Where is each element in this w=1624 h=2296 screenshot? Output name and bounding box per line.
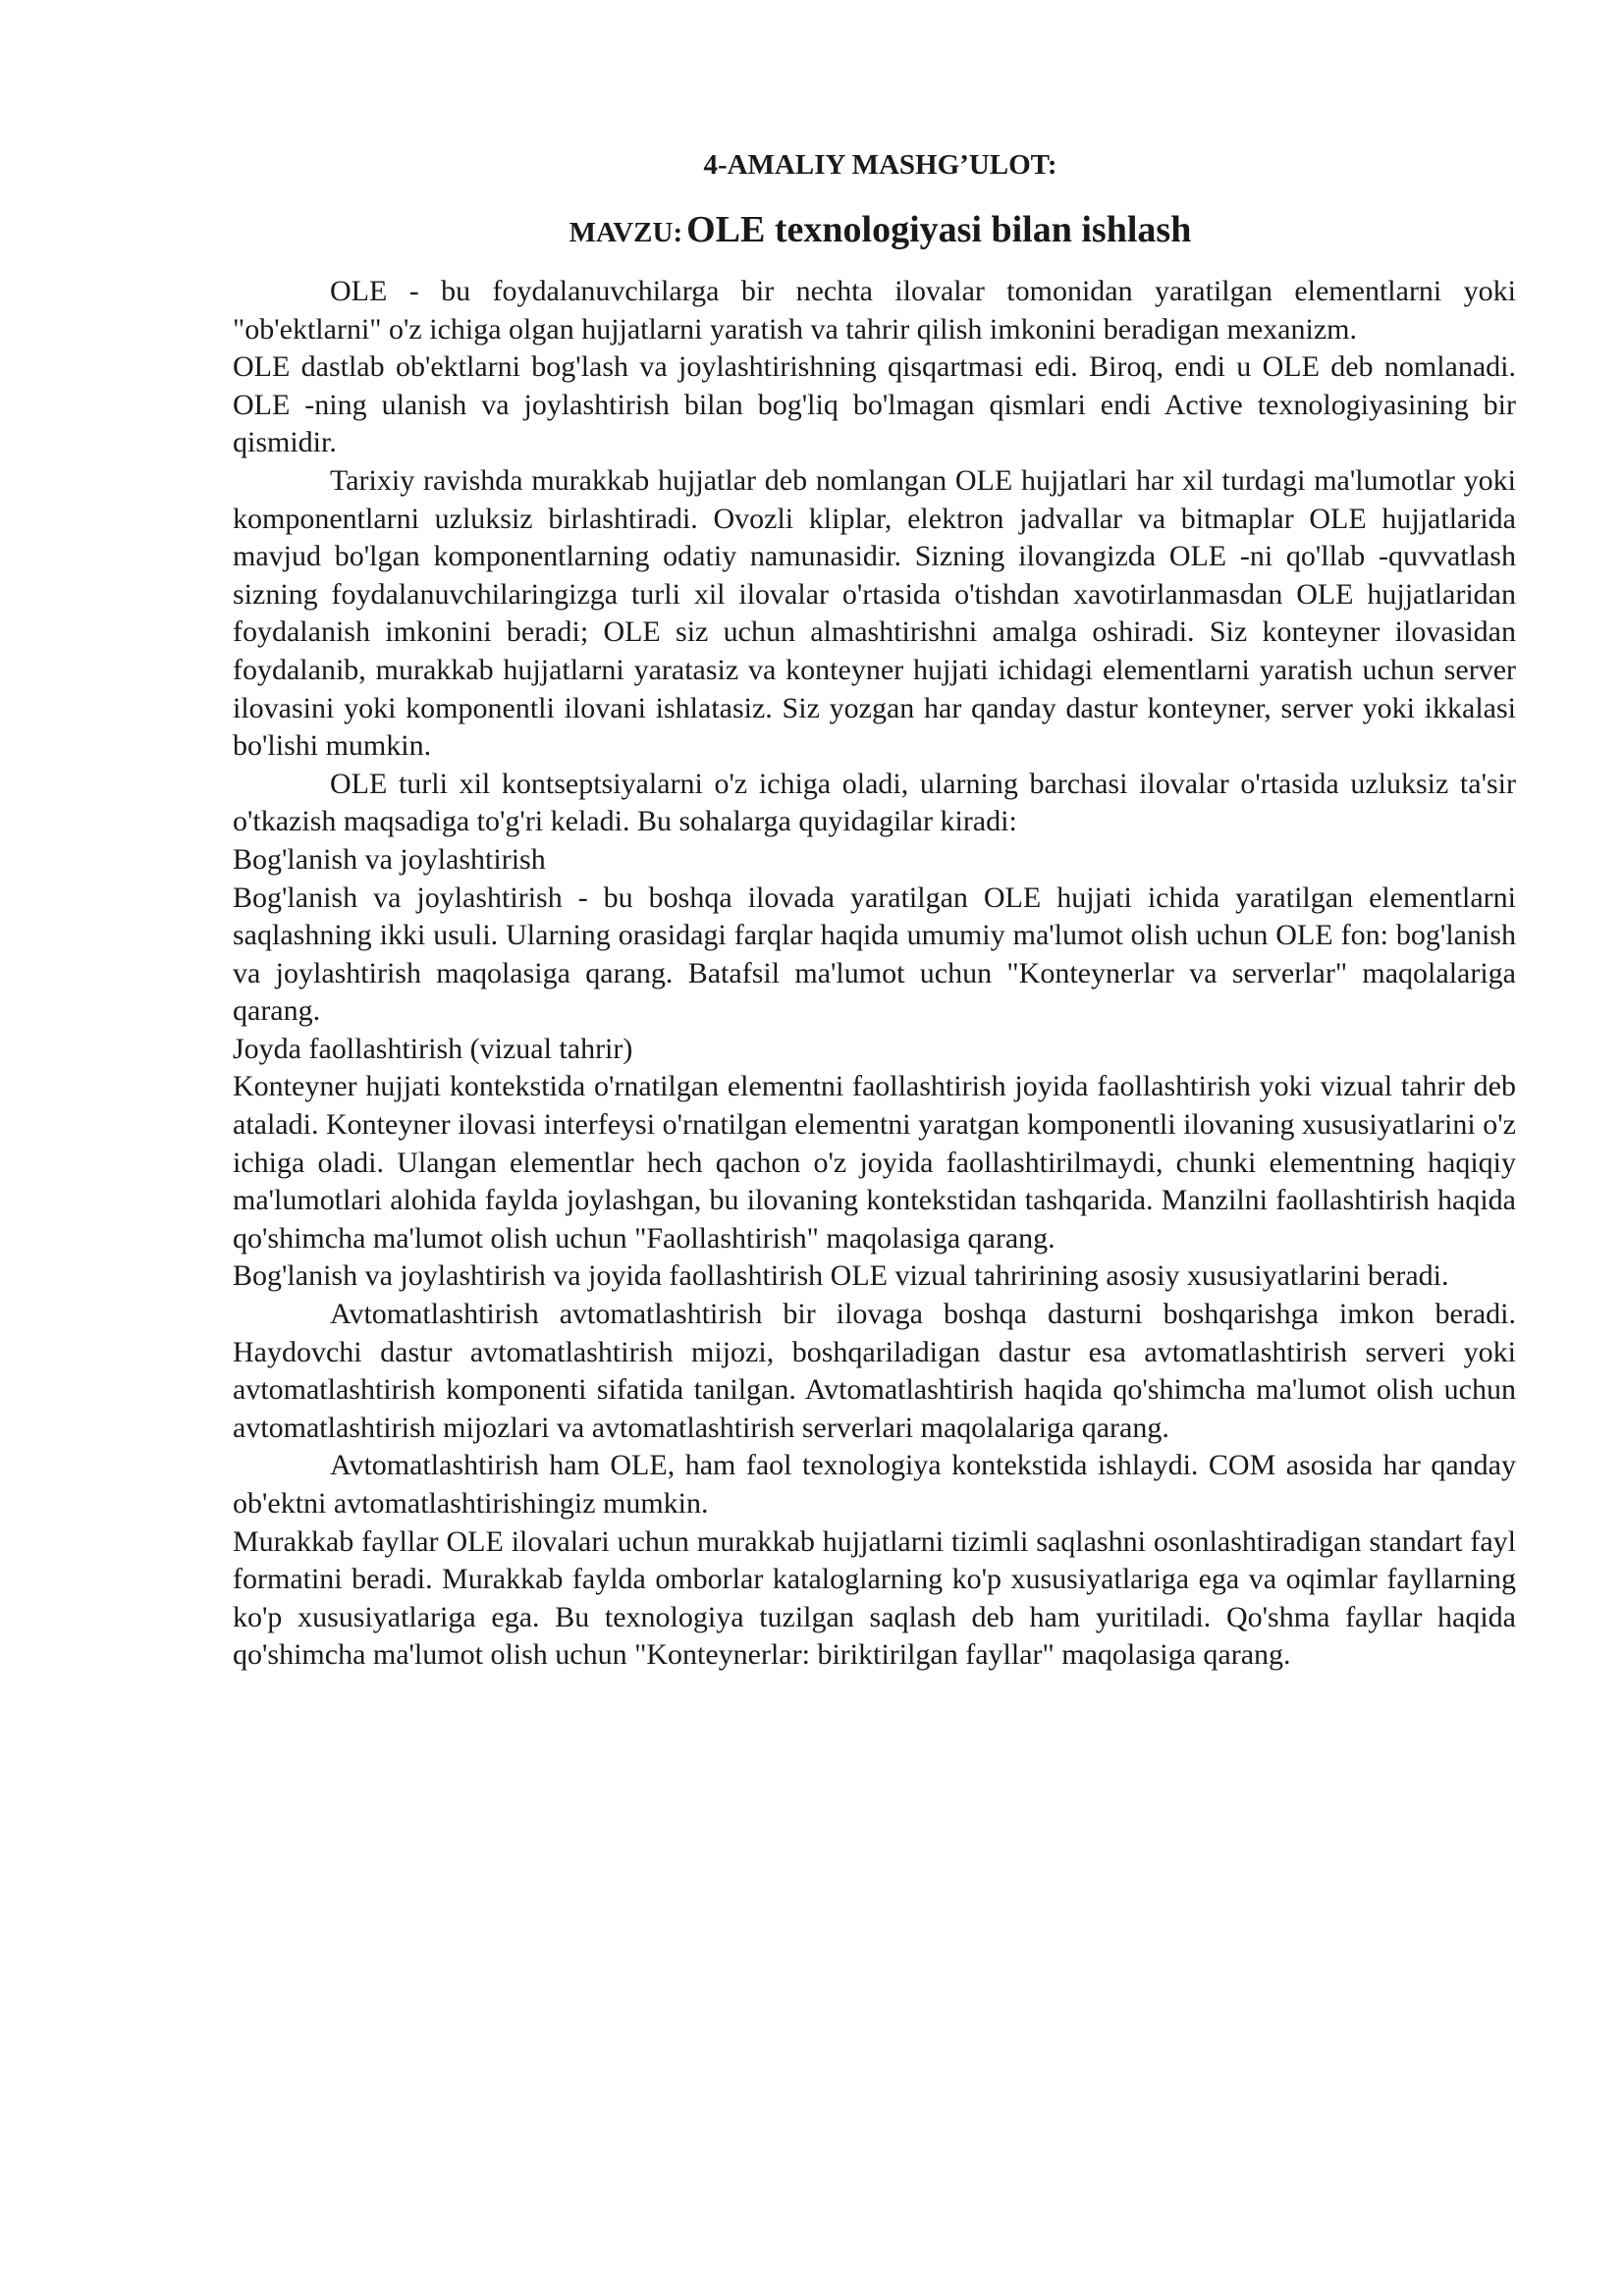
- paragraph-concepts: OLE turli xil kontseptsiyalarni o'z ichiga oladi, ularning barchasi ilovalar o'rtasida uzluksiz ta'sir o'tkazish maqsadiga to'g'ri keladi. Bu sohalarga quyidagilar kiradi:: [233, 767, 1516, 838]
- document-page: [233, 147, 1516, 1675]
- section-heading-linking: Bog'lanish va joylashtirish: [233, 842, 546, 876]
- section-heading-in-place: Joyda faollashtirish (vizual tahrir): [233, 1032, 633, 1065]
- document-subtitle: [244, 208, 1516, 259]
- subtitle-topic: OLE texnologiyasi bilan ishlash: [686, 209, 1192, 250]
- paragraph-automation: Avtomatlashtirish avtomatlashtirish bir ilovaga boshqa dasturni boshqarishga imkon beradi. Haydovchi dastur avtomatlashtirish mijozi, boshqariladigan dastur esa avtomatlashtirish serveri yoki avtomatlashtirish komponenti sifatida tanilgan. Avtomatlashtirish haqida qo'shimcha ma'lumot olish uchun avtomatlashtirish mijozlari va avtomatlashtirish serverlari maqolalariga qarang.: [233, 1298, 1516, 1444]
- paragraph-origin: OLE dastlab ob'ektlarni bog'lash va joylashtirishning qisqartmasi edi. Biroq, endi u OLE deb nomlanadi. OLE -ning ulanish va joylashtirish bilan bog'liq bo'lmagan qismlari endi Active texnologiyasining bir qismidir.: [233, 350, 1516, 459]
- subtitle-prefix: MAVZU:: [568, 217, 683, 248]
- paragraph-automation-com: Avtomatlashtirish ham OLE, ham faol texnologiya kontekstida ishlaydi. COM asosida har qanday ob'ektni avtomatlashtirishingiz mumkin.: [233, 1449, 1516, 1520]
- paragraph-visual-editing: Bog'lanish va joylashtirish va joyida faollashtirish OLE vizual tahririning asosiy xususiyatlarini beradi.: [233, 1259, 1449, 1293]
- paragraph-linking: Bog'lanish va joylashtirish - bu boshqa ilovada yaratilgan OLE hujjati ichida yaratilgan elementlarni saqlashning ikki usuli. Ularning orasidagi farqlar haqida umumiy ma'lumot olish uchun OLE fon: bog'lanish va joylashtirish maqolasiga qarang. Batafsil ma'lumot uchun "Konteynerlar va serverlar" maqolalariga qarang.: [233, 881, 1516, 1028]
- paragraph-intro: OLE - bu foydalanuvchilarga bir nechta ilovalar tomonidan yaratilgan elementlarni yoki "ob'ektlarni" o'z ichiga olgan hujjatlarni yaratish va tahrir qilish imkonini beradigan mexanizm.: [233, 275, 1516, 346]
- paragraph-compound-files: Murakkab fayllar OLE ilovalari uchun murakkab hujjatlarni tizimli saqlashni osonlashtiradigan standart fayl formatini beradi. Murakkab faylda omborlar kataloglarning ko'p xususiyatlariga ega va oqimlar fayllarning ko'p xususiyatlariga ega. Bu texnologiya tuzilgan saqlash deb ham yuritiladi. Qo'shma fayllar haqida qo'shimcha ma'lumot olish uchun "Konteynerlar: biriktirilgan fayllar" maqolasiga qarang.: [233, 1524, 1516, 1672]
- paragraph-history: Tarixiy ravishda murakkab hujjatlar deb nomlangan OLE hujjatlari har xil turdagi ma'lumotlar yoki komponentlarni uzluksiz birlashtiradi. Ovozli kliplar, elektron jadvallar va bitmaplar OLE hujjatlarida mavjud bo'lgan komponentlarning odatiy namunasidir. Sizning ilovangizda OLE -ni qo'llab -quvvatlash sizning foydalanuvchilaringizga turli xil ilovalar o'rtasida o'tishdan xavotirlanmasdan OLE hujjatlaridan foydalanish imkonini beradi; OLE siz uchun almashtirishni amalga oshiradi. Siz konteyner ilovasidan foydalanib, murakkab hujjatlarni yaratasiz va konteyner hujjati ichidagi elementlarni yaratish uchun server ilovasini yoki komponentli ilovani ishlatasiz. Siz yozgan har qanday dastur konteyner, server yoki ikkalasi bo'lishi mumkin.: [233, 463, 1516, 763]
- document-body: [233, 273, 1516, 1675]
- document-title: 4-AMALIY MASHG’ULOT:: [703, 149, 1057, 181]
- paragraph-in-place: Konteyner hujjati kontekstida o'rnatilgan elementni faollashtirish joyida faollashtirish yoki vizual tahrir deb ataladi. Konteyner ilovasi interfeysi o'rnatilgan elementni yaratgan komponentli ilovaning xususiyatlarini o'z ichiga oladi. Ulangan elementlar hech qachon o'z joyida faollashtirilmaydi, chunki elementning haqiqiy ma'lumotlari alohida faylda joylashgan, bu ilovaning kontekstidan tashqarida. Manzilni faollashtirish haqida qo'shimcha ma'lumot olish uchun "Faollashtirish" maqolasiga qarang.: [233, 1070, 1516, 1255]
